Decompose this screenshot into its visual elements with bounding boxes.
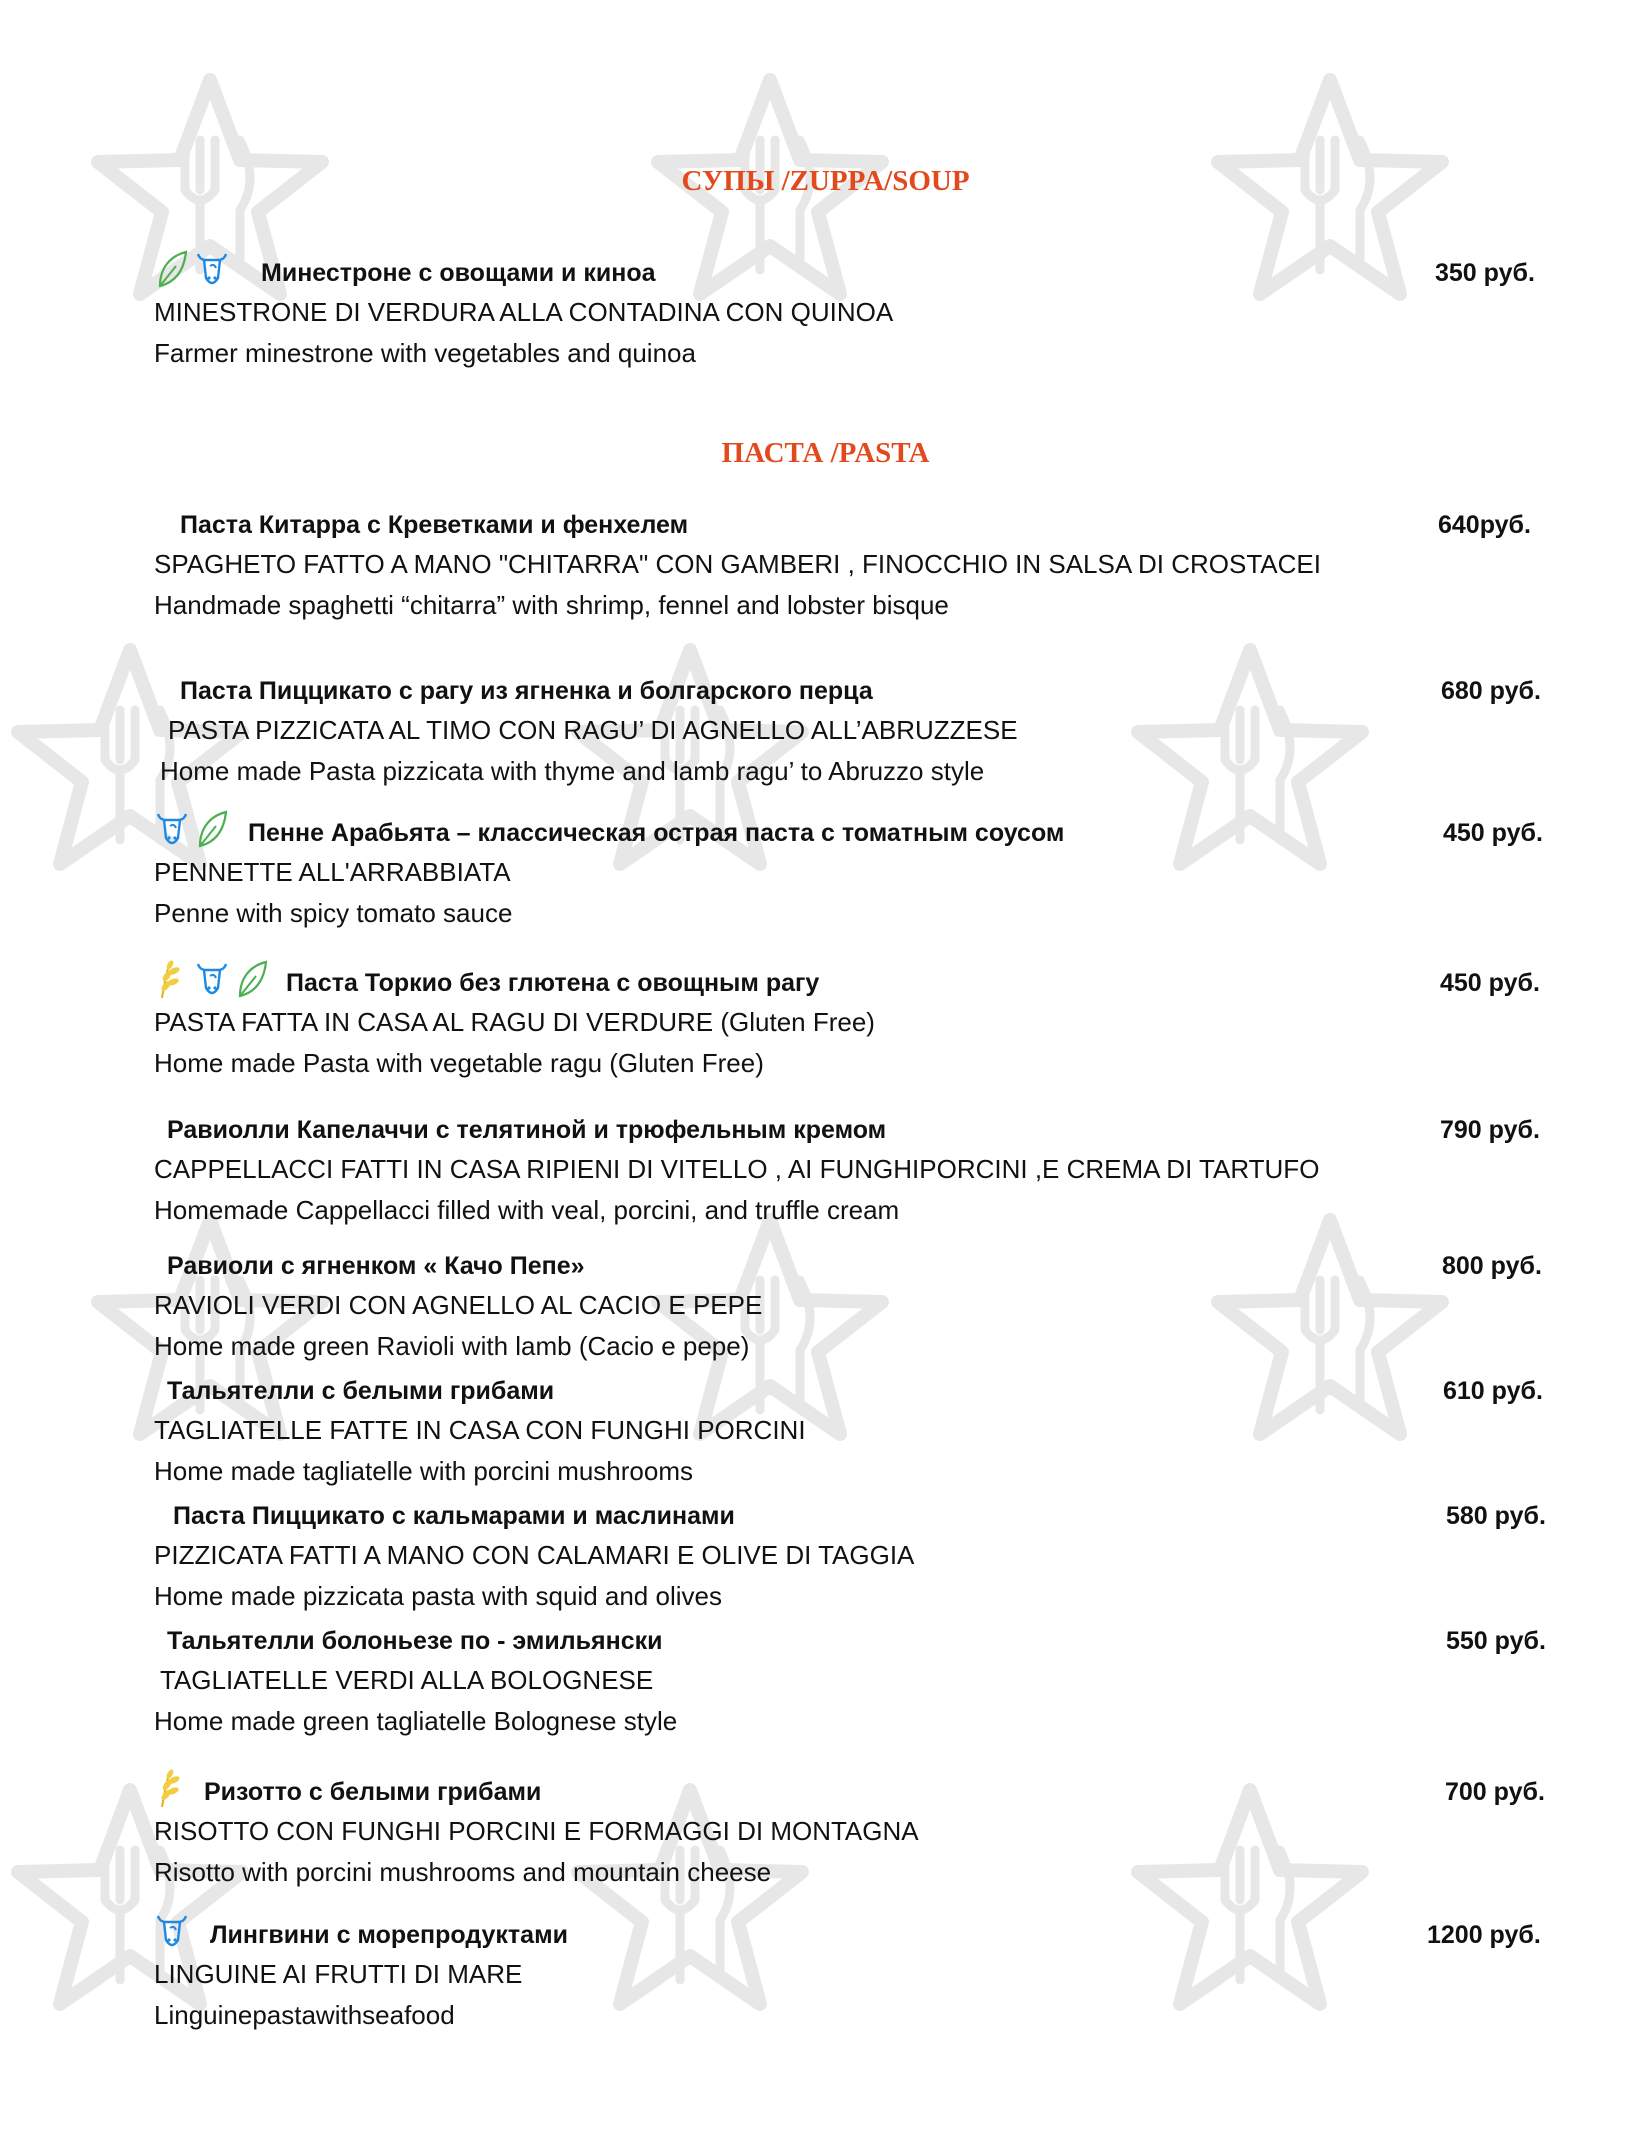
menu-item xyxy=(154,1769,1554,1893)
cow-icon xyxy=(154,1910,190,1952)
dish-name-ru: Пенне Арабьята – классическая острая паста с томатным соусом xyxy=(248,819,1065,847)
dish-price: 1200 руб. xyxy=(1427,1921,1541,1949)
leaf-icon xyxy=(194,808,230,850)
dish-name-ru: Тальятелли с белыми грибами xyxy=(167,1377,555,1405)
dish-name-en: Homemade Cappellacci filled with veal, porcini, and truffle cream xyxy=(154,1195,900,1225)
leaf-icon xyxy=(234,958,270,1000)
dish-name-en: Home made pizzicata pasta with squid and olives xyxy=(154,1581,722,1611)
dish-name-en: Risotto with porcini mushrooms and mountain cheese xyxy=(154,1857,772,1887)
dish-name-en: Linguinepastawithseafood xyxy=(154,2000,455,2030)
dish-name-ru: Равиолли Капелаччи с телятиной и трюфельным кремом xyxy=(167,1116,887,1144)
dish-name-ru: Лингвини с морепродуктами xyxy=(210,1921,568,1949)
diet-icons xyxy=(154,1910,190,1952)
section-title-soup: СУПЫ /ZUPPA/SOUP xyxy=(681,165,970,197)
dish-name-ru: Паста Китарра с Креветками и фенхелем xyxy=(180,511,689,539)
dish-name-it: PENNETTE ALL'ARRABBIATA xyxy=(154,857,511,887)
diet-icons xyxy=(154,1767,190,1809)
section-title-pasta: ПАСТА /PASTA xyxy=(721,437,930,469)
dish-name-it: MINESTRONE DI VERDURA ALLA CONTADINA CON QUINOA xyxy=(154,297,894,327)
dish-name-it: RISOTTO CON FUNGHI PORCINI E FORMAGGI DI MONTAGNA xyxy=(154,1816,919,1846)
dish-price: 550 руб. xyxy=(1446,1627,1546,1655)
dish-name-it: PASTA PIZZICATA AL TIMO CON RAGU’ DI AGNELLO ALL’ABRUZZESE xyxy=(168,715,1018,745)
diet-icons xyxy=(154,808,230,850)
dish-price: 700 руб. xyxy=(1445,1778,1545,1806)
menu-item xyxy=(154,502,1554,626)
diet-icons xyxy=(154,958,270,1000)
menu-item xyxy=(154,250,1554,374)
dish-name-it: SPAGHETO FATTO A MANO "CHITARRA" CON GAMBERI , FINOCCHIO IN SALSA DI CROSTACEI xyxy=(154,549,1321,579)
menu-item xyxy=(154,1243,1554,1367)
dish-name-en: Farmer minestrone with vegetables and quinoa xyxy=(154,338,696,368)
cow-icon xyxy=(194,958,230,1000)
dish-name-ru: Ризотто с белыми грибами xyxy=(204,1778,542,1806)
dish-price: 350 руб. xyxy=(1435,259,1535,287)
dish-name-it: PASTA FATTA IN CASA AL RAGU DI VERDURE (Gluten Free) xyxy=(154,1007,875,1037)
dish-name-it: RAVIOLI VERDI CON AGNELLO AL CACIO E PEPE xyxy=(154,1290,763,1320)
menu-item xyxy=(154,1368,1554,1492)
dish-name-en: Home made tagliatelle with porcini mushrooms xyxy=(154,1456,694,1486)
menu-item xyxy=(154,960,1554,1084)
dish-name-ru: Тальятелли болоньезе по - эмильянски xyxy=(167,1627,663,1655)
dish-price: 450 руб. xyxy=(1440,969,1540,997)
leaf-icon xyxy=(154,248,190,290)
menu-item xyxy=(154,810,1554,934)
dish-name-ru: Равиоли с ягненком « Качо Пепе» xyxy=(167,1252,585,1280)
wheat-icon xyxy=(154,1767,190,1809)
dish-name-ru: Паста Пиццикато с кальмарами и маслинами xyxy=(173,1502,735,1530)
wheat-icon xyxy=(154,958,190,1000)
dish-name-ru: Паста Пиццикато с рагу из ягненка и болгарского перца xyxy=(180,677,873,705)
diet-icons xyxy=(154,248,230,290)
dish-name-en: Home made Pasta with vegetable ragu (Gluten Free) xyxy=(154,1048,764,1078)
dish-price: 640руб. xyxy=(1438,511,1531,539)
dish-price: 800 руб. xyxy=(1442,1252,1542,1280)
cow-icon xyxy=(194,248,230,290)
menu-item xyxy=(154,1107,1554,1231)
dish-name-it: PIZZICATA FATTI A MANO CON CALAMARI E OLIVE DI TAGGIA xyxy=(154,1540,915,1570)
dish-price: 680 руб. xyxy=(1441,677,1541,705)
dish-name-it: TAGLIATELLE FATTE IN CASA CON FUNGHI PORCINI xyxy=(154,1415,806,1445)
dish-name-it: CAPPELLACCI FATTI IN CASA RIPIENI DI VITELLO , AI FUNGHIPORCINI ,E CREMA DI TARTUFO xyxy=(154,1154,1320,1184)
menu-item xyxy=(154,668,1554,792)
dish-name-en: Home made Pasta pizzicata with thyme and lamb ragu’ to Abruzzo style xyxy=(160,756,985,786)
dish-name-en: Home made green Ravioli with lamb (Cacio e pepe) xyxy=(154,1331,750,1361)
dish-price: 580 руб. xyxy=(1446,1502,1546,1530)
dish-name-ru: Минестроне с овощами и киноа xyxy=(261,259,656,287)
menu-item xyxy=(154,1493,1554,1617)
dish-price: 610 руб. xyxy=(1443,1377,1543,1405)
dish-name-it: LINGUINE AI FRUTTI DI MARE xyxy=(154,1959,523,1989)
dish-name-ru: Паста Торкио без глютена с овощным рагу xyxy=(286,969,820,997)
dish-name-it: TAGLIATELLE VERDI ALLA BOLOGNESE xyxy=(160,1665,654,1695)
dish-name-en: Home made green tagliatelle Bolognese style xyxy=(154,1706,678,1736)
dish-name-en: Penne with spicy tomato sauce xyxy=(154,898,513,928)
cow-icon xyxy=(154,808,190,850)
dish-price: 450 руб. xyxy=(1443,819,1543,847)
dish-price: 790 руб. xyxy=(1440,1116,1540,1144)
dish-name-en: Handmade spaghetti “chitarra” with shrimp, fennel and lobster bisque xyxy=(154,590,949,620)
menu-item xyxy=(154,1912,1554,2036)
menu-item xyxy=(154,1618,1554,1742)
